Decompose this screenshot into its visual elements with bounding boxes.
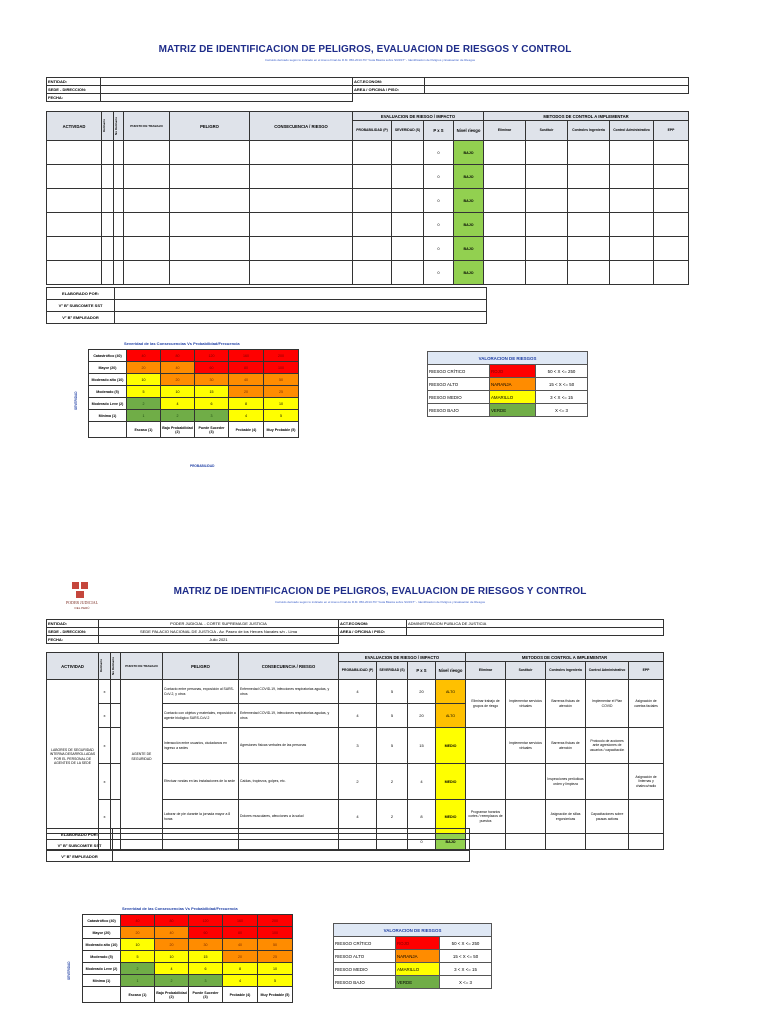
hdr-metodos: METODOS DE CONTROL A IMPLEMENTAR <box>484 112 689 121</box>
matrix-cell: 10 <box>155 951 189 963</box>
act-label: ACT.ECONOM: <box>339 620 407 628</box>
pxs-value: 0 <box>424 189 454 213</box>
sev-label: Moderado Leve (2) <box>89 398 127 410</box>
peligro-cell: Efectuar rondas en las instalaciones de la sede <box>163 764 239 800</box>
pxs-value: 20 <box>408 704 436 728</box>
val-name: RIESGO MEDIO <box>428 391 490 404</box>
matrix-cell: 2 <box>127 398 161 410</box>
signature-table-top <box>46 287 487 324</box>
val-color: NARANJA <box>490 378 536 391</box>
risk-matrix-title-bottom: Severidad de las Consecuencias Vs Probabilidad/Frecuencia <box>122 906 238 911</box>
matrix-cell: 15 <box>189 951 223 963</box>
pxs-value: 0 <box>424 213 454 237</box>
hdr-epp: EPP <box>629 662 664 680</box>
hdr-metodos: METODOS DE CONTROL A IMPLEMENTAR <box>466 653 664 662</box>
matrix-cell: 8 <box>223 963 258 975</box>
matrix-cell: 3 <box>195 410 229 422</box>
administrativo-cell: Protocolo de acciones ante agresiones de usuarios / capacitación <box>586 728 629 764</box>
page-title-bottom: MATRIZ DE IDENTIFICACION DE PELIGROS, EVALUACION DE RIESGOS Y CONTROL <box>173 586 587 597</box>
hdr-no-rutinario: No Rutinario <box>111 657 115 675</box>
matrix-cell: 160 <box>229 350 264 362</box>
matrix-cell: 40 <box>155 927 189 939</box>
prob-label: Bajo Probabilidad (2) <box>155 987 189 1003</box>
matrix-cell: 100 <box>258 927 293 939</box>
matrix-cell: 40 <box>229 374 264 386</box>
sev-label: Catastrófico (40) <box>89 350 127 362</box>
hdr-evaluacion: EVALUACION DE RIESGO / IMPACTO <box>353 112 484 121</box>
prob-label: Probable (4) <box>229 422 264 438</box>
nivel-badge: BAJO <box>454 261 484 285</box>
prob-label: Puede Suceder (3) <box>195 422 229 438</box>
table-row <box>47 261 689 285</box>
table-row <box>47 165 689 189</box>
page-subtitle-bottom: Instruido derivado según lo indicado en el Anexo Final de R.M. 050-2013-TR "Guía Básica sobre SGSST" - Identificación de Peligros y Evaluación de Riesgos <box>274 600 486 604</box>
table-row <box>47 680 664 704</box>
matrix-cell: 10 <box>161 386 195 398</box>
area-field[interactable] <box>425 86 689 94</box>
consecuencia-cell: Enfermedad COVID-19, infecciones respiratorias agudas, y otros <box>239 680 339 704</box>
sev-label: Mayor (20) <box>83 927 121 939</box>
matrix-cell: 50 <box>264 374 299 386</box>
matrix-cell: 80 <box>223 927 258 939</box>
prob-label: Escaso (1) <box>127 422 161 438</box>
sev-label: Mínima (1) <box>89 410 127 422</box>
val-range: 50 < X <= 250 <box>536 365 588 378</box>
sev-label: Moderado (5) <box>89 386 127 398</box>
valoracion-table-bottom <box>333 923 492 989</box>
val-range: X <= 3 <box>536 404 588 417</box>
matrix-cell: 2 <box>161 410 195 422</box>
matrix-cell: 160 <box>223 915 258 927</box>
rutinario-mark: x <box>99 680 111 704</box>
hdr-pxs: P x S <box>408 662 436 680</box>
matrix-cell: 200 <box>258 915 293 927</box>
nivel-badge: BAJO <box>454 237 484 261</box>
matrix-cell: 80 <box>155 915 189 927</box>
fecha-field[interactable] <box>101 94 353 102</box>
elaborado-field[interactable] <box>113 829 470 840</box>
val-name: RIESGO CRÍTICO <box>334 937 396 950</box>
s-value: 5 <box>377 704 408 728</box>
rutinario-mark: x <box>99 764 111 800</box>
val-name: RIESGO BAJO <box>334 976 396 989</box>
ingenieria-cell: Barreras físicas de atención <box>546 680 586 728</box>
matrix-cell: 20 <box>229 386 264 398</box>
axis-severidad-top: SEVERIDAD <box>74 391 78 410</box>
matrix-cell: 40 <box>161 362 195 374</box>
hdr-ingenieria: Controles Ingenieria <box>546 662 586 680</box>
val-range: 3 < X <= 15 <box>440 963 492 976</box>
matrix-cell: 5 <box>121 951 155 963</box>
hdr-puesto: PUESTO DE TRABAJO <box>121 653 163 680</box>
val-range: 15 < X <= 50 <box>440 950 492 963</box>
pxs-value: 0 <box>424 141 454 165</box>
nivel-badge: BAJO <box>454 213 484 237</box>
hdr-pxs: P x S <box>424 121 454 141</box>
matrix-cell: 6 <box>195 398 229 410</box>
subcomite-field[interactable] <box>115 300 487 312</box>
act-field[interactable] <box>425 78 689 86</box>
hdr-nivel: Nivel riesgo <box>454 121 484 141</box>
peligro-cell: Interacción entre usuarios, ciudadanos en ingreso a sedes <box>163 728 239 764</box>
matrix-cell: 15 <box>195 386 229 398</box>
peligro-cell: Contacto entre personas, exposición al SARS-CoV-2, y otros <box>163 680 239 704</box>
pxs-value: 0 <box>408 834 436 850</box>
nivel-badge: BAJO <box>436 834 466 850</box>
hdr-rutinario: Rutinario <box>102 119 106 133</box>
axis-probabilidad-top: PROBABILIDAD <box>190 464 215 468</box>
hdr-peligro: PELIGRO <box>163 653 239 680</box>
sev-label: Moderado (5) <box>83 951 121 963</box>
matrix-cell: 60 <box>189 927 223 939</box>
val-color: VERDE <box>396 976 440 989</box>
main-table-top <box>46 111 689 285</box>
matrix-cell: 2 <box>121 963 155 975</box>
hdr-sustituir: Sustituir <box>526 121 568 141</box>
hdr-actividad: ACTIVIDAD <box>47 653 99 680</box>
p-value: 4 <box>339 704 377 728</box>
rutinario-mark: x <box>99 704 111 728</box>
matrix-cell: 10 <box>258 963 293 975</box>
s-value: 5 <box>377 680 408 704</box>
hdr-probabilidad: PROBABILIDAD (P) <box>339 662 377 680</box>
sede-label: SEDE - DIRECCION: <box>47 86 101 94</box>
administrativo-cell: Capacitaciones sobre pausas activas <box>586 800 629 834</box>
puesto-cell: AGENTE DE SEGURIDAD <box>121 680 163 834</box>
consecuencia-cell: Dolores musculares, afecciones a la salud <box>239 800 339 834</box>
area-field[interactable] <box>407 628 664 636</box>
matrix-cell: 120 <box>189 915 223 927</box>
page-subtitle-top: Instruido derivado según lo indicado en el Anexo Final de R.M. 050-2013-TR "Guía Básica sobre SGSST" - Identificación de Peligros y Evaluación de Riesgos <box>264 58 476 62</box>
matrix-cell: 6 <box>189 963 223 975</box>
prob-label: Puede Suceder (3) <box>189 987 223 1003</box>
entidad-label: ENTIDAD: <box>47 78 101 86</box>
risk-matrix-top <box>88 349 299 438</box>
valoracion-title: VALORACION DE RIESGOS <box>334 924 492 937</box>
elaborado-field[interactable] <box>115 288 487 300</box>
area-label: AREA / OFICINA / PISO: <box>339 628 407 636</box>
matrix-cell: 20 <box>161 374 195 386</box>
hdr-no-rutinario: No Rutinario <box>114 117 118 135</box>
hdr-consecuencia: CONSECUENCIA / RIESGO <box>239 653 339 680</box>
ingenieria-cell: Inspecciones periódicas orden y limpieza <box>546 764 586 800</box>
rutinario-mark: x <box>99 728 111 764</box>
matrix-cell: 30 <box>195 374 229 386</box>
val-name: RIESGO ALTO <box>428 378 490 391</box>
logo-text: PODER JUDICIAL <box>65 600 99 605</box>
sustituir-cell: Implementar servicios virtuales <box>506 728 546 764</box>
matrix-cell: 80 <box>161 350 195 362</box>
eliminar-cell: Programar horarios cortes / reemplazos de puestos <box>466 800 506 834</box>
hdr-consecuencia: CONSECUENCIA / RIESGO <box>250 112 353 141</box>
matrix-cell: 10 <box>121 939 155 951</box>
sev-label: Moderado alto (10) <box>83 939 121 951</box>
axis-severidad-bottom: SEVERIDAD <box>67 961 71 980</box>
nivel-badge: ALTO <box>436 704 466 728</box>
risk-matrix-title-top: Severidad de las Consecuencias Vs Probabilidad/Frecuencia <box>124 341 240 346</box>
sev-label: Mayor (20) <box>89 362 127 374</box>
nivel-badge: MEDIO <box>436 764 466 800</box>
val-name: RIESGO MEDIO <box>334 963 396 976</box>
peligro-cell: Contacto con objetos y materiales, exposición a agente biológico SARS-CoV-2 <box>163 704 239 728</box>
matrix-cell: 4 <box>229 410 264 422</box>
pxs-value: 0 <box>424 165 454 189</box>
val-color: AMARILLO <box>490 391 536 404</box>
matrix-cell: 40 <box>223 939 258 951</box>
matrix-cell: 10 <box>127 374 161 386</box>
s-value: 2 <box>377 764 408 800</box>
valoracion-title: VALORACION DE RIESGOS <box>428 352 588 365</box>
hdr-actividad: ACTIVIDAD <box>47 112 102 141</box>
matrix-cell: 3 <box>189 975 223 987</box>
p-value: 3 <box>339 728 377 764</box>
hdr-nivel: Nivel riesgo <box>436 662 466 680</box>
matrix-cell: 80 <box>229 362 264 374</box>
act-value[interactable]: ADMINISTRACION PUBLICA DE JUSTICIA <box>407 620 664 628</box>
entidad-value[interactable]: PODER JUDICIAL - CORTE SUPREMA DE JUSTICIA <box>99 620 339 628</box>
matrix-cell: 5 <box>127 386 161 398</box>
subcomite-label: V° B° SUBCOMITE SST <box>47 300 115 312</box>
pxs-value: 0 <box>424 261 454 285</box>
sev-label: Moderado Leve (2) <box>83 963 121 975</box>
hdr-severidad: SEVERIDAD (S) <box>377 662 408 680</box>
hdr-epp: EPP <box>654 121 689 141</box>
ingenieria-cell: Asignación de sillas ergonómicas <box>546 800 586 834</box>
epp-cell: Asignación de caretas faciales <box>629 680 664 728</box>
empleador-label: V° B° EMPLEADOR <box>47 312 115 324</box>
hdr-probabilidad: PROBABILIDAD (P) <box>353 121 392 141</box>
pxs-value: 15 <box>408 728 436 764</box>
sede-value[interactable]: SEDE PALACIO NACIONAL DE JUSTICIA - Av. Paseo de los Heroes Navales s/n - Lima <box>99 628 339 636</box>
elaborado-label: ELABORADO POR: <box>47 288 115 300</box>
matrix-cell: 40 <box>121 915 155 927</box>
hdr-sustituir: Sustituir <box>506 662 546 680</box>
entidad-field[interactable] <box>101 78 353 86</box>
sev-label: Moderado alto (10) <box>89 374 127 386</box>
matrix-cell: 25 <box>258 951 293 963</box>
table-row <box>47 189 689 213</box>
val-color: ROJO <box>396 937 440 950</box>
empleador-label: V° B° EMPLEADOR <box>47 851 113 862</box>
sede-label: SEDE - DIRECCION: <box>47 628 99 636</box>
p-value: 4 <box>339 800 377 834</box>
matrix-cell: 30 <box>189 939 223 951</box>
matrix-cell: 50 <box>258 939 293 951</box>
val-name: RIESGO BAJO <box>428 404 490 417</box>
p-value: 2 <box>339 764 377 800</box>
sev-label: Mínima (1) <box>83 975 121 987</box>
fecha-label: FECHA: <box>47 636 99 644</box>
elaborado-label: ELABORADO POR: <box>47 829 113 840</box>
logo-emblem-icon <box>72 582 88 598</box>
consecuencia-cell: Enfermedad COVID-19, infecciones respiratorias agudas, y otros <box>239 704 339 728</box>
val-color: ROJO <box>490 365 536 378</box>
val-range: X <= 3 <box>440 976 492 989</box>
nivel-badge: MEDIO <box>436 800 466 834</box>
matrix-cell: 60 <box>195 362 229 374</box>
subcomite-label: V° B° SUBCOMITE SST <box>47 840 113 851</box>
s-value: 5 <box>377 728 408 764</box>
matrix-cell: 25 <box>264 386 299 398</box>
table-row <box>47 213 689 237</box>
sustituir-cell: Implementar servicios virtuales <box>506 680 546 728</box>
administrativo-cell: Implementar el Plan COVID <box>586 680 629 728</box>
valoracion-table-top <box>427 351 588 417</box>
matrix-cell: 100 <box>264 362 299 374</box>
matrix-cell: 20 <box>223 951 258 963</box>
hdr-administrativo: Control Administrativo <box>586 662 629 680</box>
nivel-badge: BAJO <box>454 165 484 189</box>
table-row <box>47 237 689 261</box>
fecha-value[interactable]: Julio 2021 <box>99 636 339 644</box>
pxs-value: 8 <box>408 800 436 834</box>
nivel-badge: ALTO <box>436 680 466 704</box>
logo-subtext: DEL PERÚ <box>74 606 90 610</box>
pxs-value: 20 <box>408 680 436 704</box>
matrix-cell: 20 <box>127 362 161 374</box>
hdr-eliminar: Eliminar <box>484 121 526 141</box>
rutinario-mark: x <box>99 800 111 834</box>
empleador-field[interactable] <box>113 851 470 862</box>
val-color: NARANJA <box>396 950 440 963</box>
matrix-cell: 1 <box>121 975 155 987</box>
eliminar-cell: Eliminar trabajo de grupos de riesgo <box>466 680 506 728</box>
risk-matrix-bottom <box>82 914 293 1003</box>
matrix-cell: 5 <box>264 410 299 422</box>
prob-label: Probable (4) <box>223 987 258 1003</box>
matrix-cell: 4 <box>155 963 189 975</box>
matrix-cell: 4 <box>161 398 195 410</box>
nivel-badge: MEDIO <box>436 728 466 764</box>
empleador-field[interactable] <box>115 312 487 324</box>
matrix-cell: 20 <box>121 927 155 939</box>
hdr-peligro: PELIGRO <box>170 112 250 141</box>
val-color: AMARILLO <box>396 963 440 976</box>
pxs-value: 4 <box>408 764 436 800</box>
hdr-ingenieria: Controles Ingenieria <box>568 121 610 141</box>
subcomite-field[interactable] <box>113 840 470 851</box>
fecha-label: FECHA: <box>47 94 101 102</box>
act-label: ACT.ECONOM: <box>353 78 425 86</box>
logo <box>64 582 100 612</box>
matrix-cell: 120 <box>195 350 229 362</box>
prob-label: Muy Probable (5) <box>258 987 293 1003</box>
sede-field[interactable] <box>101 86 353 94</box>
s-value: 2 <box>377 800 408 834</box>
nivel-badge: BAJO <box>454 141 484 165</box>
hdr-evaluacion: EVALUACION DE RIESGO / IMPACTO <box>339 653 466 662</box>
epp-cell: Asignación de linternas y chaleco/radio <box>629 764 664 800</box>
matrix-cell: 1 <box>127 410 161 422</box>
matrix-cell: 40 <box>127 350 161 362</box>
val-range: 50 < X <= 250 <box>440 937 492 950</box>
info-table-bottom <box>46 619 664 644</box>
actividad-cell: LABORES DE SEGURIDAD INTERNA DESARROLLADAS POR EL PERSONAL DE AGENTES DE LA SEDE <box>47 680 99 834</box>
hdr-puesto: PUESTO DE TRABAJO <box>124 112 170 141</box>
matrix-cell: 20 <box>155 939 189 951</box>
matrix-cell: 200 <box>264 350 299 362</box>
consecuencia-cell: Caídas, tropiezos, golpes, etc. <box>239 764 339 800</box>
ingenieria-cell: Barreras físicas de atención <box>546 728 586 764</box>
pxs-value: 0 <box>424 237 454 261</box>
prob-label: Escaso (1) <box>121 987 155 1003</box>
hdr-eliminar: Eliminar <box>466 662 506 680</box>
info-table-top <box>46 77 689 102</box>
sev-label: Catastrófico (40) <box>83 915 121 927</box>
matrix-cell: 5 <box>258 975 293 987</box>
val-range: 15 < X <= 50 <box>536 378 588 391</box>
nivel-badge: BAJO <box>454 189 484 213</box>
prob-label: Bajo Probabilidad (2) <box>161 422 195 438</box>
matrix-cell: 2 <box>155 975 189 987</box>
entidad-label: ENTIDAD: <box>47 620 99 628</box>
matrix-cell: 4 <box>223 975 258 987</box>
table-row <box>47 141 689 165</box>
consecuencia-cell: Agresiones físicas verbales de las personas <box>239 728 339 764</box>
matrix-cell: 8 <box>229 398 264 410</box>
main-table-bottom <box>46 652 664 850</box>
p-value: 4 <box>339 680 377 704</box>
val-name: RIESGO ALTO <box>334 950 396 963</box>
hdr-administrativo: Control Administrativo <box>610 121 654 141</box>
val-range: 3 < X <= 15 <box>536 391 588 404</box>
area-label: AREA / OFICINA / PISO: <box>353 86 425 94</box>
val-name: RIESGO CRÍTICO <box>428 365 490 378</box>
prob-label: Muy Probable (5) <box>264 422 299 438</box>
matrix-cell: 10 <box>264 398 299 410</box>
peligro-cell: Laborar de pie durante la jornada mayor a 8 horas <box>163 800 239 834</box>
signature-table-bottom <box>46 828 470 862</box>
hdr-rutinario: Rutinario <box>99 659 103 673</box>
page-title-top: MATRIZ DE IDENTIFICACION DE PELIGROS, EVALUACION DE RIESGOS Y CONTROL <box>158 44 572 55</box>
hdr-severidad: SEVERIDAD (S) <box>392 121 424 141</box>
val-color: VERDE <box>490 404 536 417</box>
